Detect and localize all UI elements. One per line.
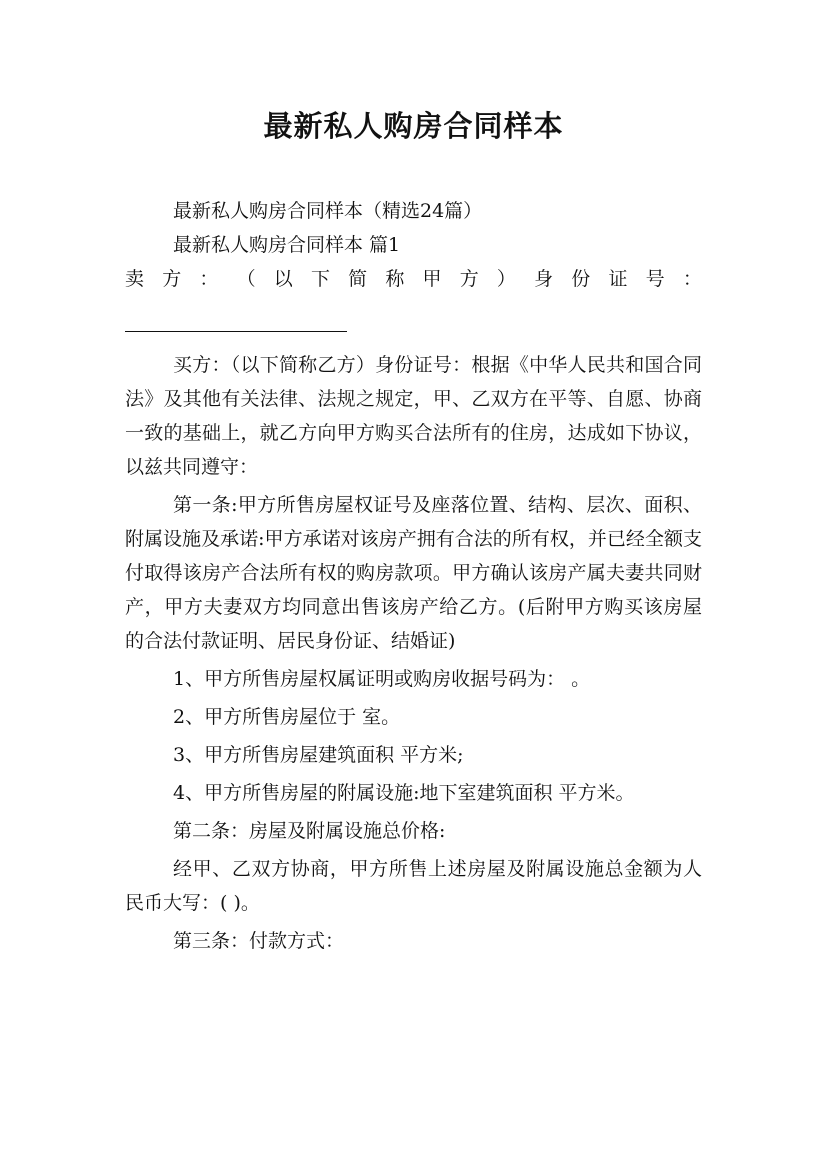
seller-char: 号 [645, 268, 665, 290]
seller-char: 简 [348, 268, 368, 290]
seller-char: 卖 [125, 268, 145, 290]
article-2-body: 经甲、乙双方协商，甲方所售上述房屋及附属设施总金额为人民币大写：( )。 [125, 858, 702, 914]
item-3: 3、甲方所售房屋建筑面积 平方米; [173, 744, 464, 766]
article-3-heading: 第三条：付款方式： [173, 930, 345, 952]
seller-char: （ [236, 268, 256, 290]
seller-char: 甲 [422, 268, 442, 290]
seller-char: 份 [571, 268, 591, 290]
seller-char: 以 [273, 268, 293, 290]
seller-line [125, 262, 702, 296]
seller-char: 称 [385, 268, 405, 290]
seller-char: 证 [608, 268, 628, 290]
seller-char: 身 [534, 268, 554, 290]
seller-char: ： [199, 268, 219, 290]
seller-char: 方 [162, 268, 182, 290]
item-2: 2、甲方所售房屋位于 室。 [173, 706, 401, 728]
article-1: 第一条:甲方所售房屋权证号及座落位置、结构、层次、面积、附属设施及承诺:甲方承诺对该房产拥有合法的所有权，并已经全额支付取得该房产合法所有权的购房款项。甲方确认该房产属夫妻共同财产，甲方夫妻双方均同意出售该房产给乙方。(后附甲方购买该房屋的合法付款证明、居民身份证、结婚证) [125, 494, 702, 652]
article-2-heading: 第二条：房屋及附属设施总价格: [173, 820, 446, 842]
item-1: 1、甲方所售房屋权属证明或购房收据号码为： 。 [173, 668, 591, 690]
seller-char: 方 [459, 268, 479, 290]
seller-char: ） [496, 268, 516, 290]
document-body [125, 194, 702, 958]
item-4: 4、甲方所售房屋的附属设施:地下室建筑面积 平方米。 [173, 782, 635, 804]
seller-char: ： [682, 268, 702, 290]
subtitle: 最新私人购房合同样本（精选24篇） [173, 200, 483, 222]
buyer-paragraph: 买方：（以下简称乙方）身份证号：根据《中华人民共和国合同法》及其他有关法律、法规之规定，甲、乙双方在平等、自愿、协商一致的基础上，就乙方向甲方购买合法所有的住房，达成如下协议，以兹共同遵守： [125, 354, 702, 478]
section-heading: 最新私人购房合同样本 篇1 [173, 234, 401, 256]
blank-underline [125, 330, 347, 332]
seller-char: 下 [310, 268, 330, 290]
document-title: 最新私人购房合同样本 [263, 109, 564, 143]
